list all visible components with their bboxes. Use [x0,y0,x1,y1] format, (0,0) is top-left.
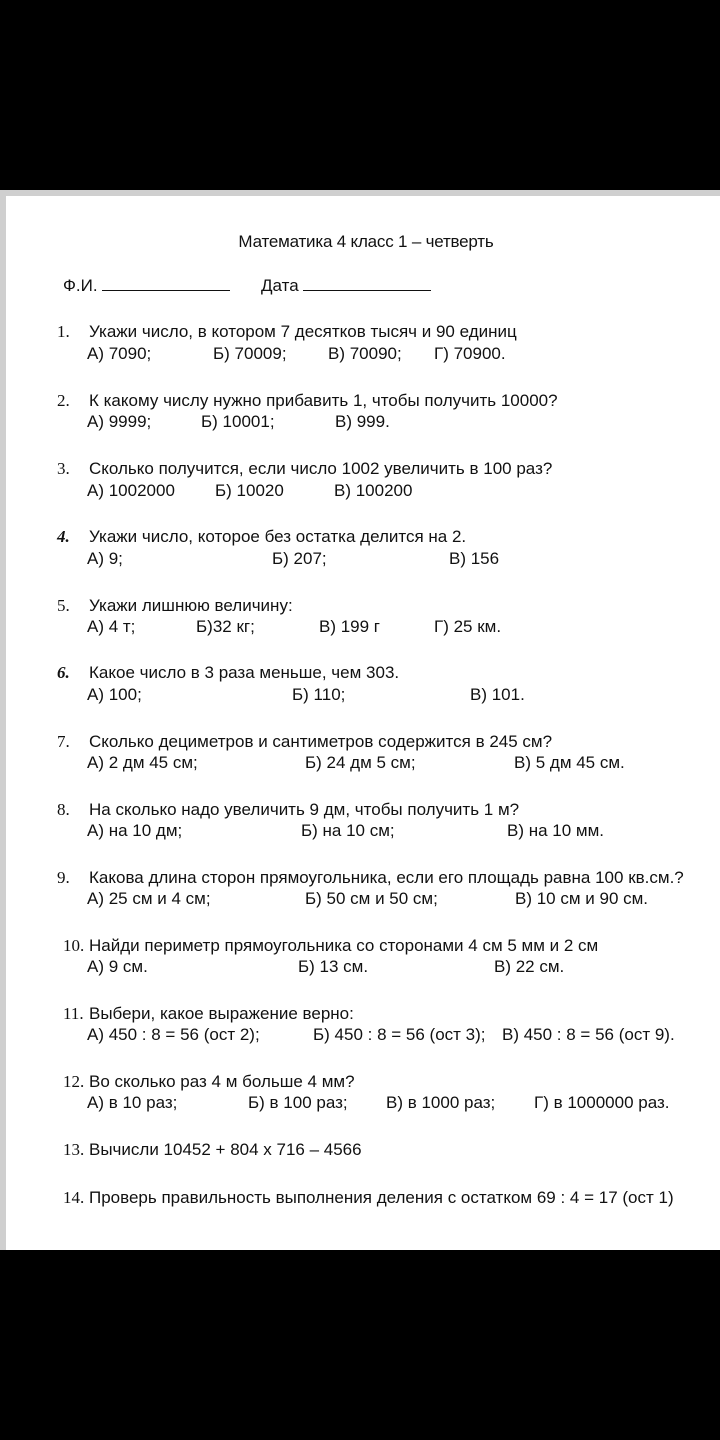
option-b: Б) 10001; [201,412,275,431]
option-v: В) 100200 [334,481,413,500]
name-label: Ф.И. [63,276,98,295]
date-label: Дата [261,276,299,295]
question-text: На сколько надо увеличить 9 дм, чтобы получить 1 м? [89,800,520,819]
question-text: Укажи число, в котором 7 десятков тысяч и 90 единиц [89,322,517,341]
option-v: В) 10 см и 90 см. [515,889,649,908]
option-g: Г) 25 км. [434,617,502,636]
option-g: Г) 70900. [434,344,506,363]
option-v: В) в 1000 раз; [386,1093,496,1112]
worksheet-page [0,196,720,1250]
option-a: А) 9 см. [87,957,148,976]
date-blank-line [303,276,431,291]
question-text: Укажи число, которое без остатка делится на 2. [89,527,467,546]
option-v: В) 101. [470,685,525,704]
question-text: Вычисли 10452 + 804 х 716 – 4566 [89,1140,362,1159]
option-a: А) 2 дм 45 см; [87,753,198,772]
option-b: Б) 110; [292,685,346,704]
question-number: 2. [57,391,70,410]
option-a: А) 1002000 [87,481,175,500]
option-b: Б)32 кг; [196,617,255,636]
question-text: Какое число в 3 раза меньше, чем 303. [89,663,400,682]
question-number: 12. [63,1072,85,1091]
option-b: Б) 10020 [215,481,284,500]
question-text: Во сколько раз 4 м больше 4 мм? [89,1072,355,1091]
option-b: Б) 13 см. [298,957,369,976]
question-text: Какова длина сторон прямоугольника, если его площадь равна 100 кв.см.? [89,868,684,887]
option-g: Г) в 1000000 раз. [534,1093,670,1112]
question-text: Укажи лишнюю величину: [89,596,293,615]
option-b: Б) на 10 см; [301,821,395,840]
question-text: Сколько дециметров и сантиметров содержится в 245 см? [89,732,553,751]
option-b: Б) 450 : 8 = 56 (ост 3); [313,1025,486,1044]
question-number: 11. [63,1004,84,1023]
option-b: Б) в 100 раз; [248,1093,348,1112]
question-text: К какому числу нужно прибавить 1, чтобы получить 10000? [89,391,558,410]
option-b: Б) 207; [272,549,327,568]
question-number: 13. [63,1140,85,1159]
option-v: В) 156 [449,549,500,568]
option-v: В) 199 г [319,617,381,636]
option-b: Б) 70009; [213,344,287,363]
option-a: А) 100; [87,685,142,704]
option-v: В) 5 дм 45 см. [514,753,625,772]
option-b: Б) 50 см и 50 см; [305,889,438,908]
option-v: В) 999. [335,412,390,431]
option-a: А) 9; [87,549,123,568]
question-text: Сколько получится, если число 1002 увеличить в 100 раз? [89,459,553,478]
question-number: 8. [57,800,70,819]
option-v: В) 22 см. [494,957,565,976]
option-a: А) на 10 дм; [87,821,183,840]
question-number: 1. [57,322,70,341]
question-number: 6. [57,663,70,682]
question-number: 5. [57,596,70,615]
date-field [261,276,431,296]
option-v: В) на 10 мм. [507,821,605,840]
question-text: Выбери, какое выражение верно: [89,1004,354,1023]
question-number: 9. [57,868,70,887]
option-a: А) 4 т; [87,617,136,636]
question-number: 4. [57,527,70,546]
option-a: А) 7090; [87,344,152,363]
question-number: 14. [63,1188,85,1207]
name-field [63,276,230,296]
question-text: Проверь правильность выполнения деления с остатком 69 : 4 = 17 (ост 1) [89,1188,674,1207]
question-text: Найди периметр прямоугольника со сторонами 4 см 5 мм и 2 см [89,936,599,955]
name-blank-line [102,276,230,291]
option-b: Б) 24 дм 5 см; [305,753,416,772]
option-a: А) в 10 раз; [87,1093,178,1112]
option-v: В) 70090; [328,344,402,363]
question-number: 10. [63,936,85,955]
question-number: 3. [57,459,70,478]
option-a: А) 450 : 8 = 56 (ост 2); [87,1025,260,1044]
page-title: Математика 4 класс 1 – четверть [238,232,494,251]
option-v: В) 450 : 8 = 56 (ост 9). [502,1025,675,1044]
option-a: А) 25 см и 4 см; [87,889,211,908]
question-number: 7. [57,732,70,751]
option-a: А) 9999; [87,412,152,431]
